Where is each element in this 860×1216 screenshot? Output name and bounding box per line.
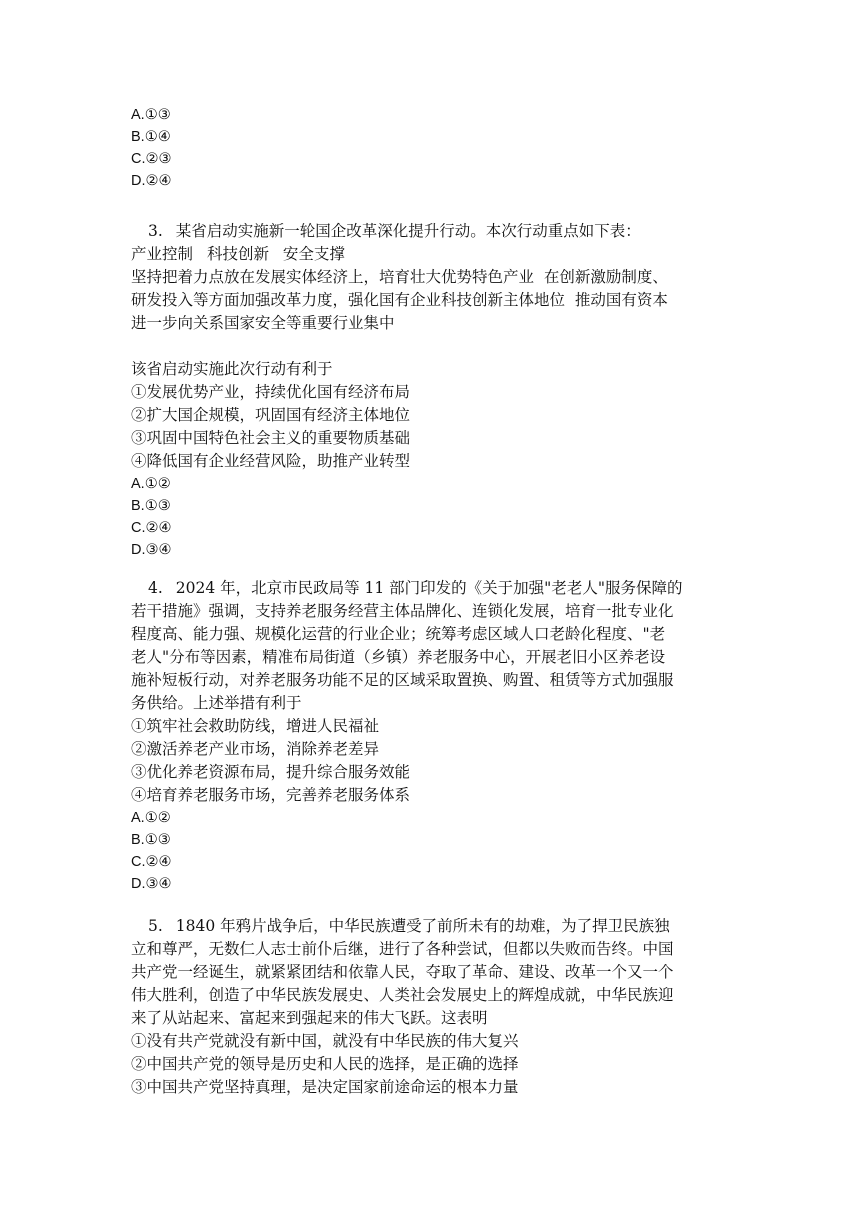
statement: ④培育养老服务市场，完善养老服务体系	[131, 786, 411, 804]
table-content-line: 坚持把着力点放在发展实体经济上，培育壮大优势特色产业 在创新激励制度、	[131, 268, 668, 286]
question-5-stem-line	[131, 915, 731, 938]
option-a: A.①②	[131, 476, 171, 492]
question-stem-line: 伟大胜利，创造了中华民族发展史、人类社会发展史上的辉煌成就，中华民族迎	[131, 986, 674, 1004]
option-b: B.①③	[131, 498, 171, 514]
question-stem-line: 共产党一经诞生，就紧紧团结和依靠人民，夺取了革命、建设、改革一个又一个	[131, 963, 674, 981]
option-c: C.②③	[131, 151, 172, 167]
statement: ②扩大国企规模，巩固国有经济主体地位	[131, 406, 411, 424]
table-header: 产业控制	[131, 245, 194, 263]
question-5	[131, 915, 731, 1099]
question-stem-text: 2024 年，北京市民政局等 11 部门印发的《关于加强"老老人"服务保障的	[175, 579, 683, 597]
table-content-line: 进一步向关系国家安全等重要行业集中	[131, 314, 395, 332]
question-stem-line: 程度高、能力强、规模化运营的行业企业；统筹考虑区域人口老龄化程度、"老	[131, 625, 666, 643]
question-stem-text: 1840 年鸦片战争后，中华民族遭受了前所未有的劫难，为了捍卫民族独	[175, 917, 670, 935]
statement: ①筑牢社会救助防线，增进人民福祉	[131, 717, 380, 735]
question-stem-text: 某省启动实施新一轮国企改革深化提升行动。本次行动重点如下表：	[175, 222, 641, 240]
question-stem-line: 若干措施》强调，支持养老服务经营主体品牌化、连锁化发展，培育一批专业化	[131, 602, 674, 620]
table-header-row	[131, 243, 731, 266]
statement: ③巩固中国特色社会主义的重要物质基础	[131, 429, 411, 447]
option-b: B.①④	[131, 129, 171, 145]
question-stem-line: 立和尊严，无数仁人志士前仆后继，进行了各种尝试，但都以失败而告终。中国	[131, 940, 674, 958]
option-a: A.①②	[131, 810, 171, 826]
table-content-line: 研发投入等方面加强改革力度，强化国有企业科技创新主体地位 推动国有资本	[131, 291, 668, 309]
question-prompt: 该省启动实施此次行动有利于	[131, 360, 333, 378]
question-number: 3.	[148, 222, 163, 240]
option-c: C.②④	[131, 520, 172, 536]
question-stem-line: 来了从站起来、富起来到强起来的伟大飞跃。这表明	[131, 1009, 488, 1027]
statement: ①没有共产党就没有新中国，就没有中华民族的伟大复兴	[131, 1032, 519, 1050]
option-a: A.①③	[131, 107, 171, 123]
question-4	[131, 577, 731, 895]
statement: ①发展优势产业，持续优化国有经济布局	[131, 383, 411, 401]
question-number: 5.	[148, 917, 163, 935]
option-b: B.①③	[131, 832, 171, 848]
table-header: 安全支撑	[282, 245, 345, 263]
prev-question-options	[131, 104, 731, 192]
option-d: D.③④	[131, 876, 172, 892]
blank-line	[131, 335, 731, 358]
option-d: D.②④	[131, 173, 172, 189]
option-d: D.③④	[131, 542, 172, 558]
statement: ③中国共产党坚持真理，是决定国家前途命运的根本力量	[131, 1078, 519, 1096]
statement: ②中国共产党的领导是历史和人民的选择，是正确的选择	[131, 1055, 519, 1073]
statement: ④降低国有企业经营风险，助推产业转型	[131, 452, 411, 470]
statement: ②激活养老产业市场，消除养老差异	[131, 740, 380, 758]
question-stem-line: 务供给。上述举措有利于	[131, 694, 302, 712]
option-c: C.②④	[131, 854, 172, 870]
statement: ③优化养老资源布局，提升综合服务效能	[131, 763, 411, 781]
question-stem-line: 施补短板行动，对养老服务功能不足的区域采取置换、购置、租赁等方式加强服	[131, 671, 674, 689]
question-stem-line: 老人"分布等因素，精准布局街道（乡镇）养老服务中心，开展老旧小区养老设	[131, 648, 666, 666]
question-4-stem-line	[131, 577, 731, 600]
table-header: 科技创新	[206, 245, 269, 263]
question-number: 4.	[148, 579, 163, 597]
question-3	[131, 220, 731, 561]
question-3-stem	[131, 220, 731, 243]
